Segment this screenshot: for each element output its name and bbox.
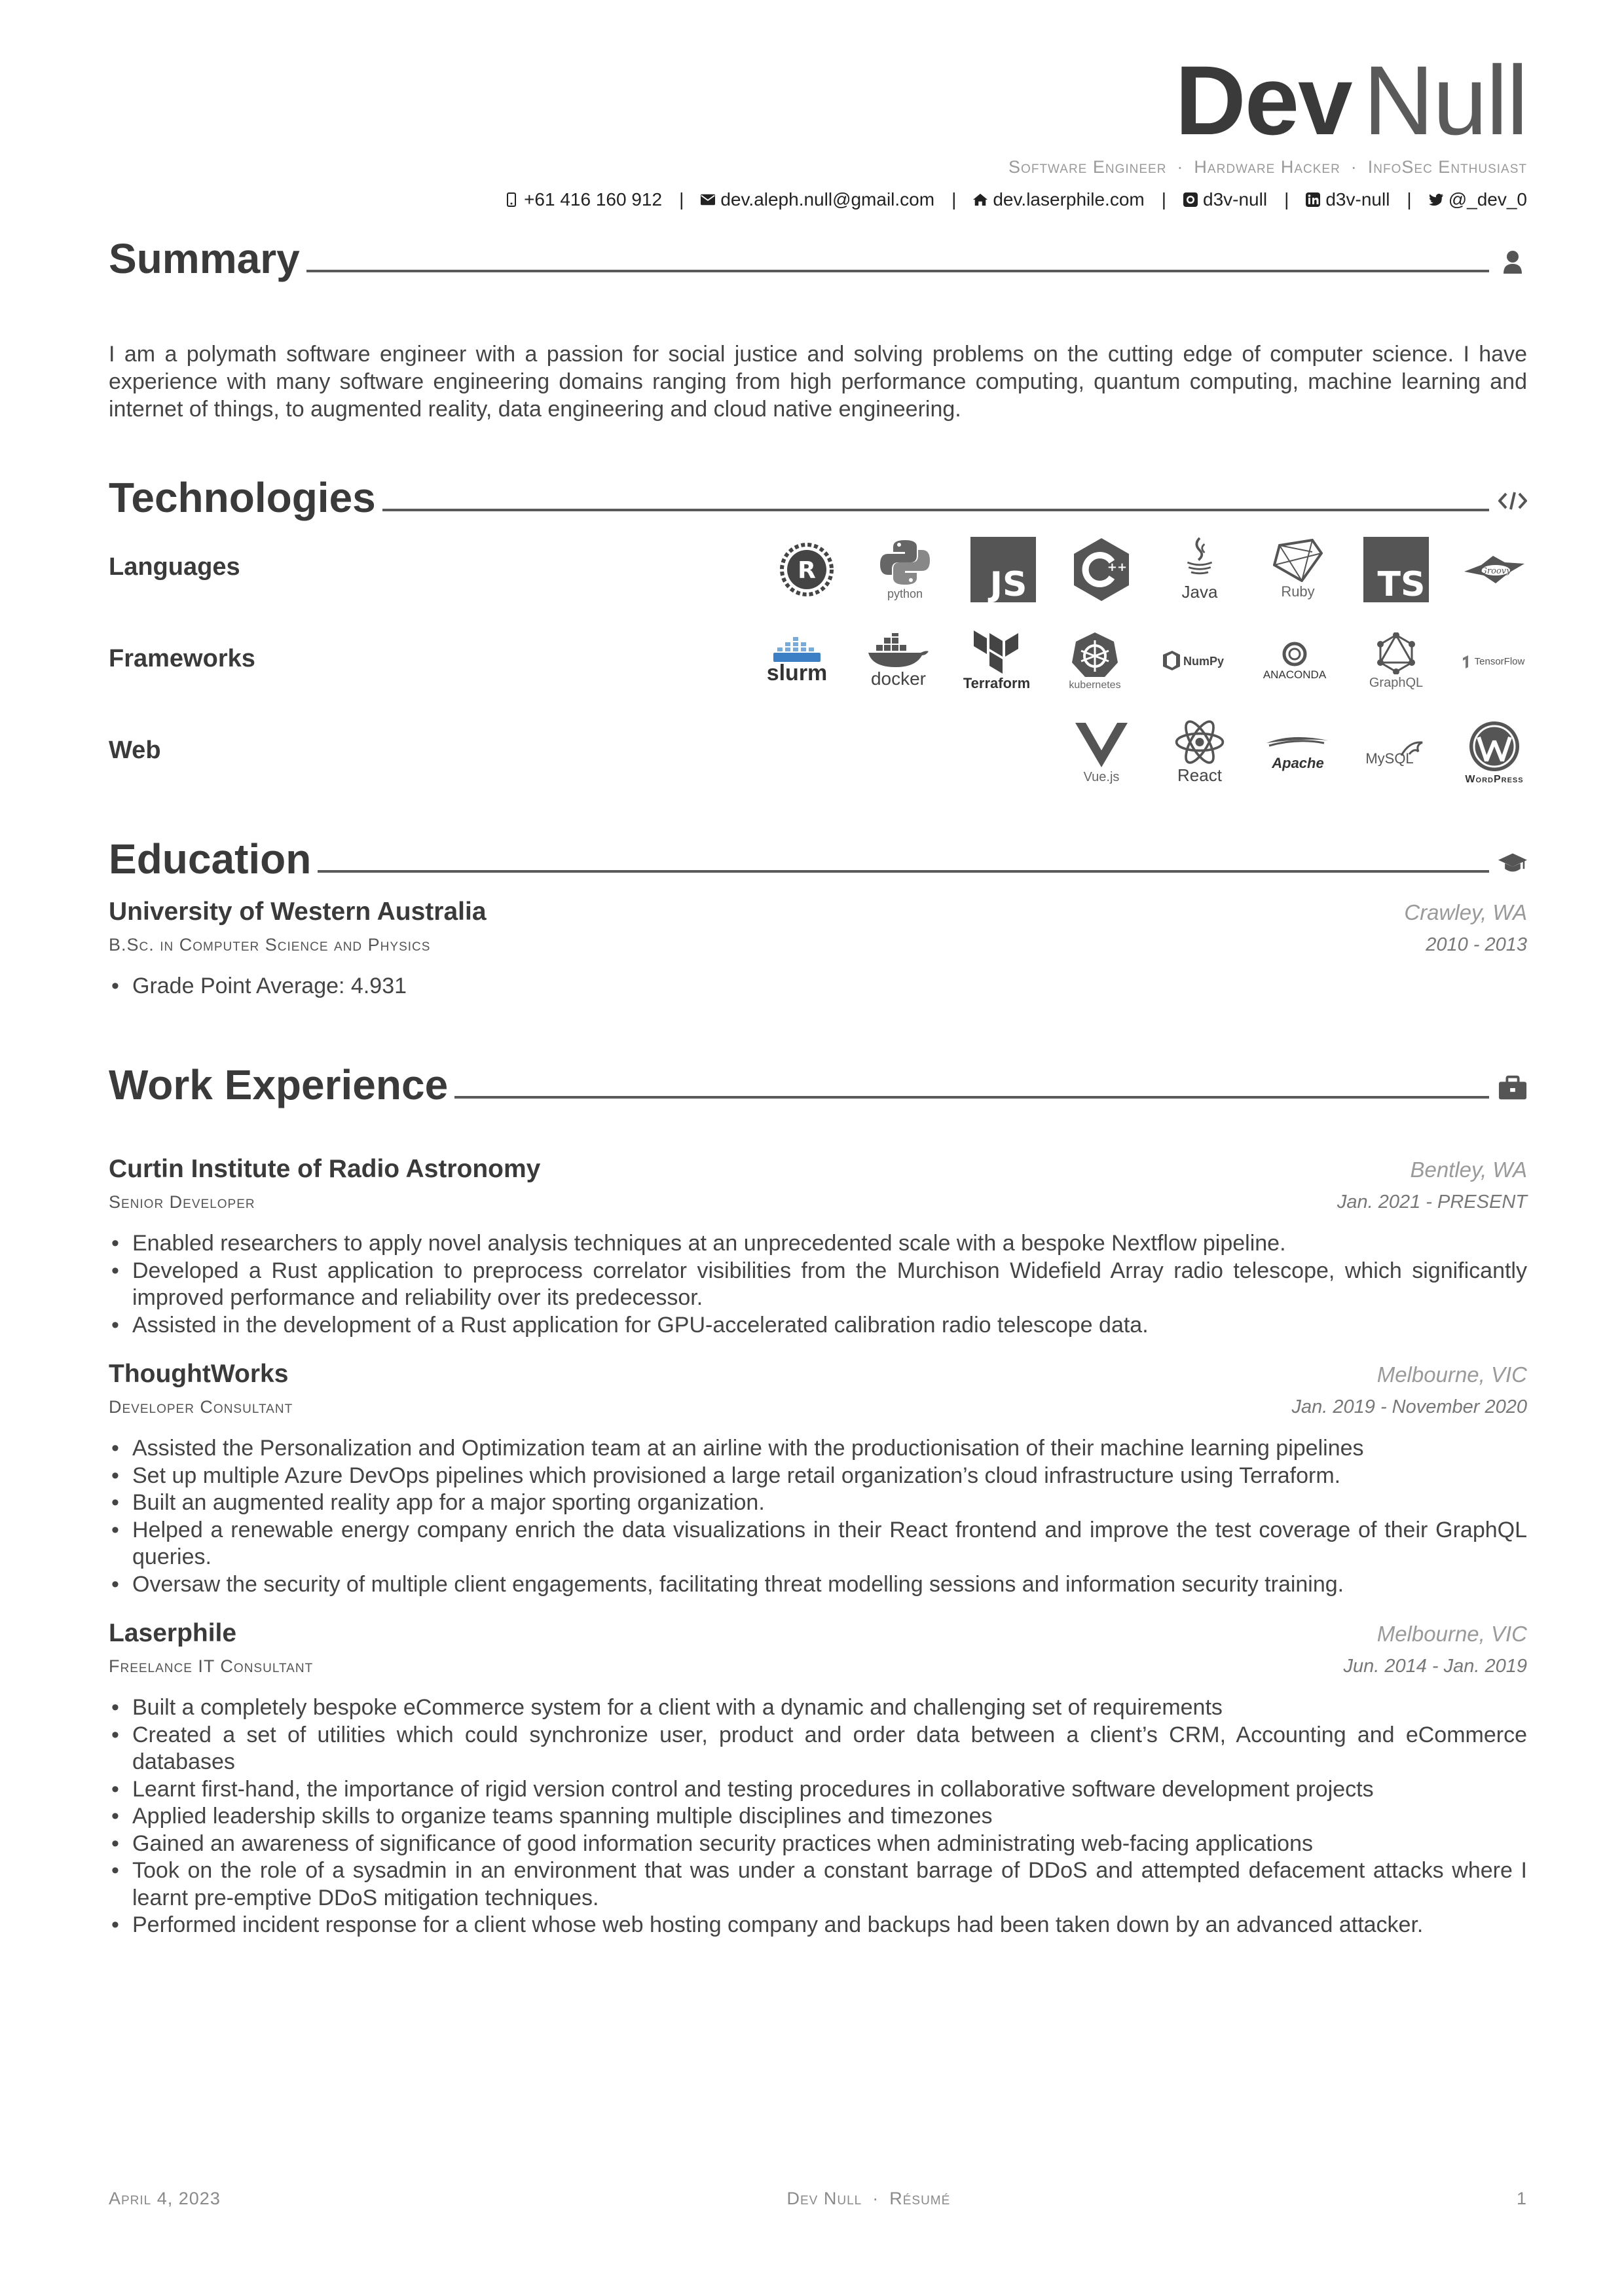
logo-caption: docker (870, 668, 927, 689)
cplusplus-logo-icon (1069, 537, 1134, 602)
tech-row-frameworks (109, 625, 1527, 717)
svg-text:++: ++ (1107, 560, 1128, 574)
java-logo-icon (1167, 537, 1232, 602)
numpy-logo-icon (1160, 629, 1226, 694)
education-section (109, 829, 1527, 1000)
code-icon (1498, 486, 1527, 515)
company: Laserphile (109, 1619, 237, 1647)
contact-separator: | (679, 189, 684, 210)
entry-bullets (109, 1230, 1527, 1339)
resume-header (504, 45, 1527, 210)
logo-caption: slurm (766, 660, 828, 685)
summary-section (109, 229, 1527, 423)
role: Developer Consultant (109, 1397, 293, 1417)
education-entry (109, 898, 1527, 1000)
section-title: Summary (109, 235, 300, 282)
logo-caption: Vue.js (1083, 769, 1120, 784)
contact-text: @_dev_0 (1448, 189, 1527, 210)
ruby-logo-icon (1265, 537, 1331, 602)
footer-center (787, 2189, 951, 2209)
entry-dates: Jan. 2019 - November 2020 (1291, 1396, 1527, 1417)
logo-caption: Ruby (1281, 583, 1315, 600)
twitter-icon (1429, 192, 1443, 207)
entry-location: Melbourne, VIC (1376, 1622, 1527, 1646)
work-entry (109, 1155, 1527, 1339)
entry-bullets (109, 1435, 1527, 1598)
slurm-logo-icon (761, 629, 833, 694)
list-item: • Gained an awareness of significance of good information security practices when administrating web-facing applications (109, 1831, 1527, 1858)
tech-row-label: Frameworks (109, 645, 255, 672)
entry-location: Crawley, WA (1404, 900, 1527, 924)
envelope-icon (701, 192, 715, 207)
list-item: • Oversaw the security of multiple client engagements, facilitating threat modelling sessions and information security training. (109, 1571, 1527, 1599)
entry-bullets (109, 973, 1527, 1000)
contact-bar (504, 189, 1527, 210)
role: Freelance IT Consultant (109, 1656, 314, 1676)
wordpress-logo-icon (1462, 720, 1527, 786)
graphql-logo-icon (1363, 629, 1429, 694)
list-item: • Set up multiple Azure DevOps pipelines which provisioned a large retail organization’s cloud infrastructure using Terraform. (109, 1463, 1527, 1490)
tech-logos (774, 534, 1527, 606)
mobile-icon (504, 192, 519, 207)
typescript-logo-icon (1363, 537, 1429, 602)
full-name (504, 45, 1527, 155)
list-item: • Applied leadership skills to organize teams spanning multiple disciplines and timezones (109, 1803, 1527, 1831)
section-header (109, 468, 1527, 520)
company: Curtin Institute of Radio Astronomy (109, 1155, 541, 1183)
footer-name: Dev Null (786, 2189, 862, 2208)
tensorflow-logo-icon (1462, 629, 1527, 694)
section-header (109, 829, 1527, 882)
entry-dates: 2010 - 2013 (1426, 934, 1527, 955)
terraform-logo-icon (964, 629, 1029, 694)
list-item: • Assisted the Personalization and Optimization team at an airline with the productionisation of their machine learning pipelines (109, 1435, 1527, 1463)
position: Hardware Hacker (1194, 157, 1340, 177)
contact-github[interactable] (1183, 189, 1267, 210)
degree: B.Sc. in Computer Science and Physics (109, 935, 431, 955)
section-rule (382, 509, 1489, 511)
company: ThoughtWorks (109, 1360, 289, 1388)
home-icon (973, 192, 987, 207)
contact-text: d3v-null (1203, 189, 1268, 210)
python-logo-icon (872, 537, 938, 602)
tech-logos (1069, 717, 1527, 789)
list-item: • Assisted in the development of a Rust application for GPU-accelerated calibration radio telescope data. (109, 1312, 1527, 1339)
docker-logo-icon (866, 629, 931, 694)
svg-text:Groovy: Groovy (1480, 566, 1511, 576)
react-logo-icon (1167, 720, 1232, 786)
kubernetes-logo-icon (1062, 629, 1128, 694)
logo-caption: ANACONDA (1263, 668, 1327, 681)
institution: University of Western Australia (109, 898, 487, 926)
positions-line (504, 157, 1527, 177)
contact-text: +61 416 160 912 (524, 189, 663, 210)
tech-row-web (109, 717, 1527, 809)
mysql-logo-icon (1363, 720, 1429, 786)
first-name: Dev (1175, 45, 1352, 155)
page-number: 1 (1516, 2189, 1527, 2208)
section-header (109, 1055, 1527, 1108)
position: InfoSec Enthusiast (1367, 157, 1527, 177)
tech-row-label: Web (109, 737, 161, 764)
anaconda-logo-icon (1259, 629, 1331, 694)
summary-text: I am a polymath software engineer with a passion for social justice and solving problems on the cutting edge of computer science. I have experience with many software engineering domains ranging from high performance computing, quantum computing, machine learning and internet of things, to augmented reality, data engineering and cloud native engineering. (109, 342, 1527, 422)
work-entry (109, 1360, 1527, 1598)
logo-caption: NumPy (1183, 655, 1225, 668)
work-section (109, 1055, 1527, 1939)
elixir-logo-icon (1462, 537, 1527, 602)
section-rule (306, 270, 1489, 272)
entry-bullets (109, 1694, 1527, 1939)
logo-caption: kubernetes (1069, 680, 1121, 691)
svg-text:R: R (798, 557, 816, 584)
contact-separator: | (1284, 189, 1289, 210)
technologies-section (109, 468, 1527, 809)
contact-separator: | (1161, 189, 1167, 210)
logo-caption: React (1177, 765, 1222, 785)
entry-location: Bentley, WA (1410, 1157, 1527, 1182)
tech-logos (761, 625, 1527, 697)
contact-twitter[interactable] (1429, 189, 1527, 210)
logo-caption: Terraform (963, 675, 1031, 691)
list-item: • Enabled researchers to apply novel analysis techniques at an unprecedented scale with a bespoke Nextflow pipeline. (109, 1230, 1527, 1258)
tech-row-label: Languages (109, 553, 240, 581)
section-title: Education (109, 835, 312, 883)
list-item: • Grade Point Average: 4.931 (109, 973, 1527, 1000)
logo-caption: MySQL (1365, 750, 1414, 766)
tech-row-languages (109, 534, 1527, 625)
position: Software Engineer (1008, 157, 1167, 177)
list-item: • Performed incident response for a client whose web hosting company and backups had been taken down by an advanced attacker. (109, 1912, 1527, 1939)
section-title: Technologies (109, 474, 376, 521)
list-item: • Built a completely bespoke eCommerce system for a client with a dynamic and challenging set of requirements (109, 1694, 1527, 1722)
javascript-logo-icon (970, 537, 1036, 602)
briefcase-icon (1498, 1074, 1527, 1102)
entry-dates: Jun. 2014 - Jan. 2019 (1343, 1656, 1527, 1677)
github-icon (1183, 192, 1198, 207)
last-name: Null (1363, 45, 1527, 155)
footer-date: April 4, 2023 (109, 2189, 221, 2208)
section-header (109, 229, 1527, 282)
work-entry (109, 1619, 1527, 1939)
logo-caption: Apache (1272, 755, 1324, 771)
list-item: • Developed a Rust application to preprocess correlator visibilities from the Murchison Widefield Array radio telescope, which significantly improved performance and reliability over its predecessor. (109, 1258, 1527, 1312)
contact-text: dev.aleph.null@gmail.com (720, 189, 935, 210)
vue-logo-icon (1069, 720, 1134, 786)
section-title: Work Experience (109, 1061, 449, 1108)
entry-dates: Jan. 2021 - PRESENT (1337, 1192, 1527, 1212)
linkedin-icon (1306, 192, 1320, 207)
section-rule (454, 1096, 1489, 1099)
rust-logo-icon (774, 537, 840, 602)
list-item: • Created a set of utilities which could synchronize user, product and order data between a client’s CRM, Accounting and eCommerce databases (109, 1722, 1527, 1776)
page-footer (109, 2189, 1527, 2209)
entry-location: Melbourne, VIC (1376, 1362, 1527, 1387)
contact-separator: | (1407, 189, 1412, 210)
contact-website[interactable] (973, 189, 1144, 210)
logo-caption: python (887, 587, 923, 600)
position-separator: · (1350, 157, 1357, 177)
logo-caption: Java (1181, 582, 1218, 602)
graduation-cap-icon (1498, 848, 1527, 877)
logo-caption: WordPress (1465, 774, 1524, 785)
role: Senior Developer (109, 1192, 255, 1212)
apache-logo-icon (1265, 720, 1331, 786)
position-separator: · (1177, 157, 1184, 177)
footer-separator: · (872, 2189, 879, 2208)
list-item: • Took on the role of a sysadmin in an environment that was under a constant barrage of DDoS and attempted defacement attacks where I learnt pre-emptive DDoS mitigation techniques. (109, 1857, 1527, 1912)
list-item: • Helped a renewable energy company enrich the data visualizations in their React frontend and improve the test coverage of their GraphQL queries. (109, 1517, 1527, 1571)
contact-text: dev.laserphile.com (993, 189, 1145, 210)
svg-text:TS: TS (1377, 565, 1426, 602)
svg-text:JS: JS (989, 565, 1027, 602)
user-icon (1498, 247, 1527, 276)
section-rule (318, 870, 1489, 873)
footer-doc: Résumé (889, 2189, 951, 2208)
list-item: • Built an augmented reality app for a major sporting organization. (109, 1489, 1527, 1517)
contact-text: d3v-null (1325, 189, 1390, 210)
logo-caption: TensorFlow (1474, 656, 1525, 667)
contact-linkedin[interactable] (1306, 189, 1390, 210)
contact-email[interactable] (701, 189, 934, 210)
contact-separator: | (951, 189, 957, 210)
logo-caption: GraphQL (1369, 675, 1424, 690)
list-item: • Learnt first-hand, the importance of rigid version control and testing procedures in collaborative software development projects (109, 1776, 1527, 1804)
contact-phone[interactable] (504, 189, 662, 210)
